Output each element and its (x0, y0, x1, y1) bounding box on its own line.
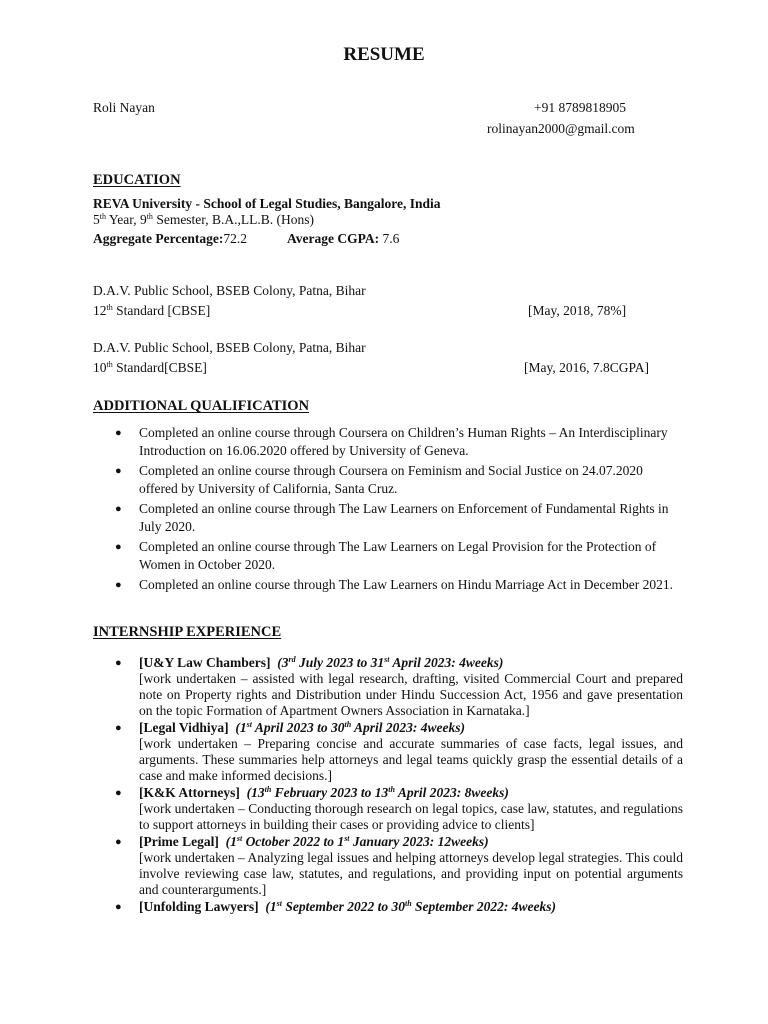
internship-org: [U&Y Law Chambers] (139, 655, 271, 670)
internship-dates: (1st April 2023 to 30th April 2023: 4weeks) (235, 720, 466, 735)
internship-item (93, 899, 683, 915)
qualification-item: ● Completed an online course through The Law Learners on Hindu Marriage Act in December 2021. (115, 577, 673, 592)
bullet-icon: ● (115, 722, 122, 734)
internship-list (93, 655, 683, 916)
qualification-item: ● Completed an online course through Coursera on Children’s Human Rights – An Interdisciplinary Introduction on 16.06.2020 offered by University of Geneva. (115, 425, 668, 458)
bullet-icon: ● (115, 657, 122, 669)
bullet-icon: ● (115, 836, 122, 848)
school-12-name: D.A.V. Public School, BSEB Colony, Patna, Bihar (93, 283, 366, 298)
internship-item (93, 785, 683, 833)
bullet-icon: ● (115, 503, 122, 515)
aggregate-value: 72.2 (223, 231, 247, 246)
internship-heading: INTERNSHIP EXPERIENCE (93, 624, 282, 640)
bullet-icon: ● (115, 901, 122, 913)
internship-description: [work undertaken – assisted with legal research, drafting, visited Commercial Court and prepared note on Property rights and Distribution under Hindu Succession Act, 1956 and gave presentation on the topic Formation of Apartment Owners Association in Karnataka.] (139, 671, 683, 718)
additional-qualification-heading: ADDITIONAL QUALIFICATION (93, 398, 310, 414)
qualification-item: ● Completed an online course through The Law Learners on Legal Provision for the Protection of Women in October 2020. (115, 539, 657, 572)
qualification-item: ● Completed an online course through The Law Learners on Enforcement of Fundamental Rights in July 2020. (115, 501, 669, 534)
school-10-result: [May, 2016, 7.8CGPA] (524, 360, 650, 375)
university-scores (93, 231, 247, 247)
qualification-item: ● Completed an online course through Coursera on Feminism and Social Justice on 24.07.2020 offered by University of California, Santa Cruz. (115, 463, 643, 496)
bullet-icon: ● (115, 541, 122, 553)
cgpa-value: 7.6 (379, 231, 400, 246)
email-address: rolinayan2000@gmail.com (487, 121, 635, 136)
aggregate-label: Aggregate Percentage: (93, 231, 224, 246)
candidate-name: Roli Nayan (93, 100, 155, 115)
cgpa-label: Average CGPA: (287, 231, 380, 246)
internship-item (93, 834, 683, 898)
school-12-standard: 12th Standard [CBSE] (93, 303, 211, 318)
internship-description: [work undertaken – Analyzing legal issues and helping attorneys develop legal strategies. This could involve reviewing case law, statutes, and regulations, and providing input on potential arguments and counterarguments.] (139, 850, 683, 897)
internship-org: [Prime Legal] (139, 834, 219, 849)
school-10-standard: 10th Standard[CBSE] (93, 360, 207, 375)
internship-description: [work undertaken – Preparing concise and accurate summaries of case facts, legal issues, and arguments. These summaries help attorneys and legal teams quickly grasp the essential details of a case and make informed decisions.] (139, 736, 683, 783)
cgpa-score (287, 231, 399, 247)
internship-description: [work undertaken – Conducting thorough research on legal topics, case law, statutes, and regulations to support attorneys in building their cases or providing advice to clients] (139, 801, 683, 832)
bullet-icon: ● (115, 465, 122, 477)
page-title: RESUME (343, 44, 425, 65)
internship-org: [Unfolding Lawyers] (139, 899, 259, 914)
university-program: 5th Year, 9th Semester, B.A.,LL.B. (Hons) (93, 212, 315, 227)
internship-dates: (13th February 2023 to 13th April 2023: 8weeks) (246, 785, 509, 800)
bullet-icon: ● (115, 787, 122, 799)
school-10-name: D.A.V. Public School, BSEB Colony, Patna, Bihar (93, 340, 366, 355)
education-heading: EDUCATION (93, 172, 181, 188)
qualification-list (93, 424, 683, 596)
bullet-icon: ● (115, 427, 122, 439)
internship-dates: (3rd July 2023 to 31st April 2023: 4weeks) (277, 655, 504, 670)
internship-org: [K&K Attorneys] (139, 785, 240, 800)
internship-dates: (1st September 2022 to 30th September 2022: 4weeks) (265, 899, 557, 914)
phone-number: +91 8789818905 (534, 100, 626, 115)
internship-item (93, 655, 683, 719)
bullet-icon: ● (115, 579, 122, 591)
internship-org: [Legal Vidhiya] (139, 720, 229, 735)
university-name: REVA University - School of Legal Studies, Bangalore, India (93, 196, 441, 211)
internship-item (93, 720, 683, 784)
school-12-result: [May, 2018, 78%] (528, 303, 627, 318)
internship-dates: (1st October 2022 to 1st January 2023: 12weeks) (225, 834, 489, 849)
